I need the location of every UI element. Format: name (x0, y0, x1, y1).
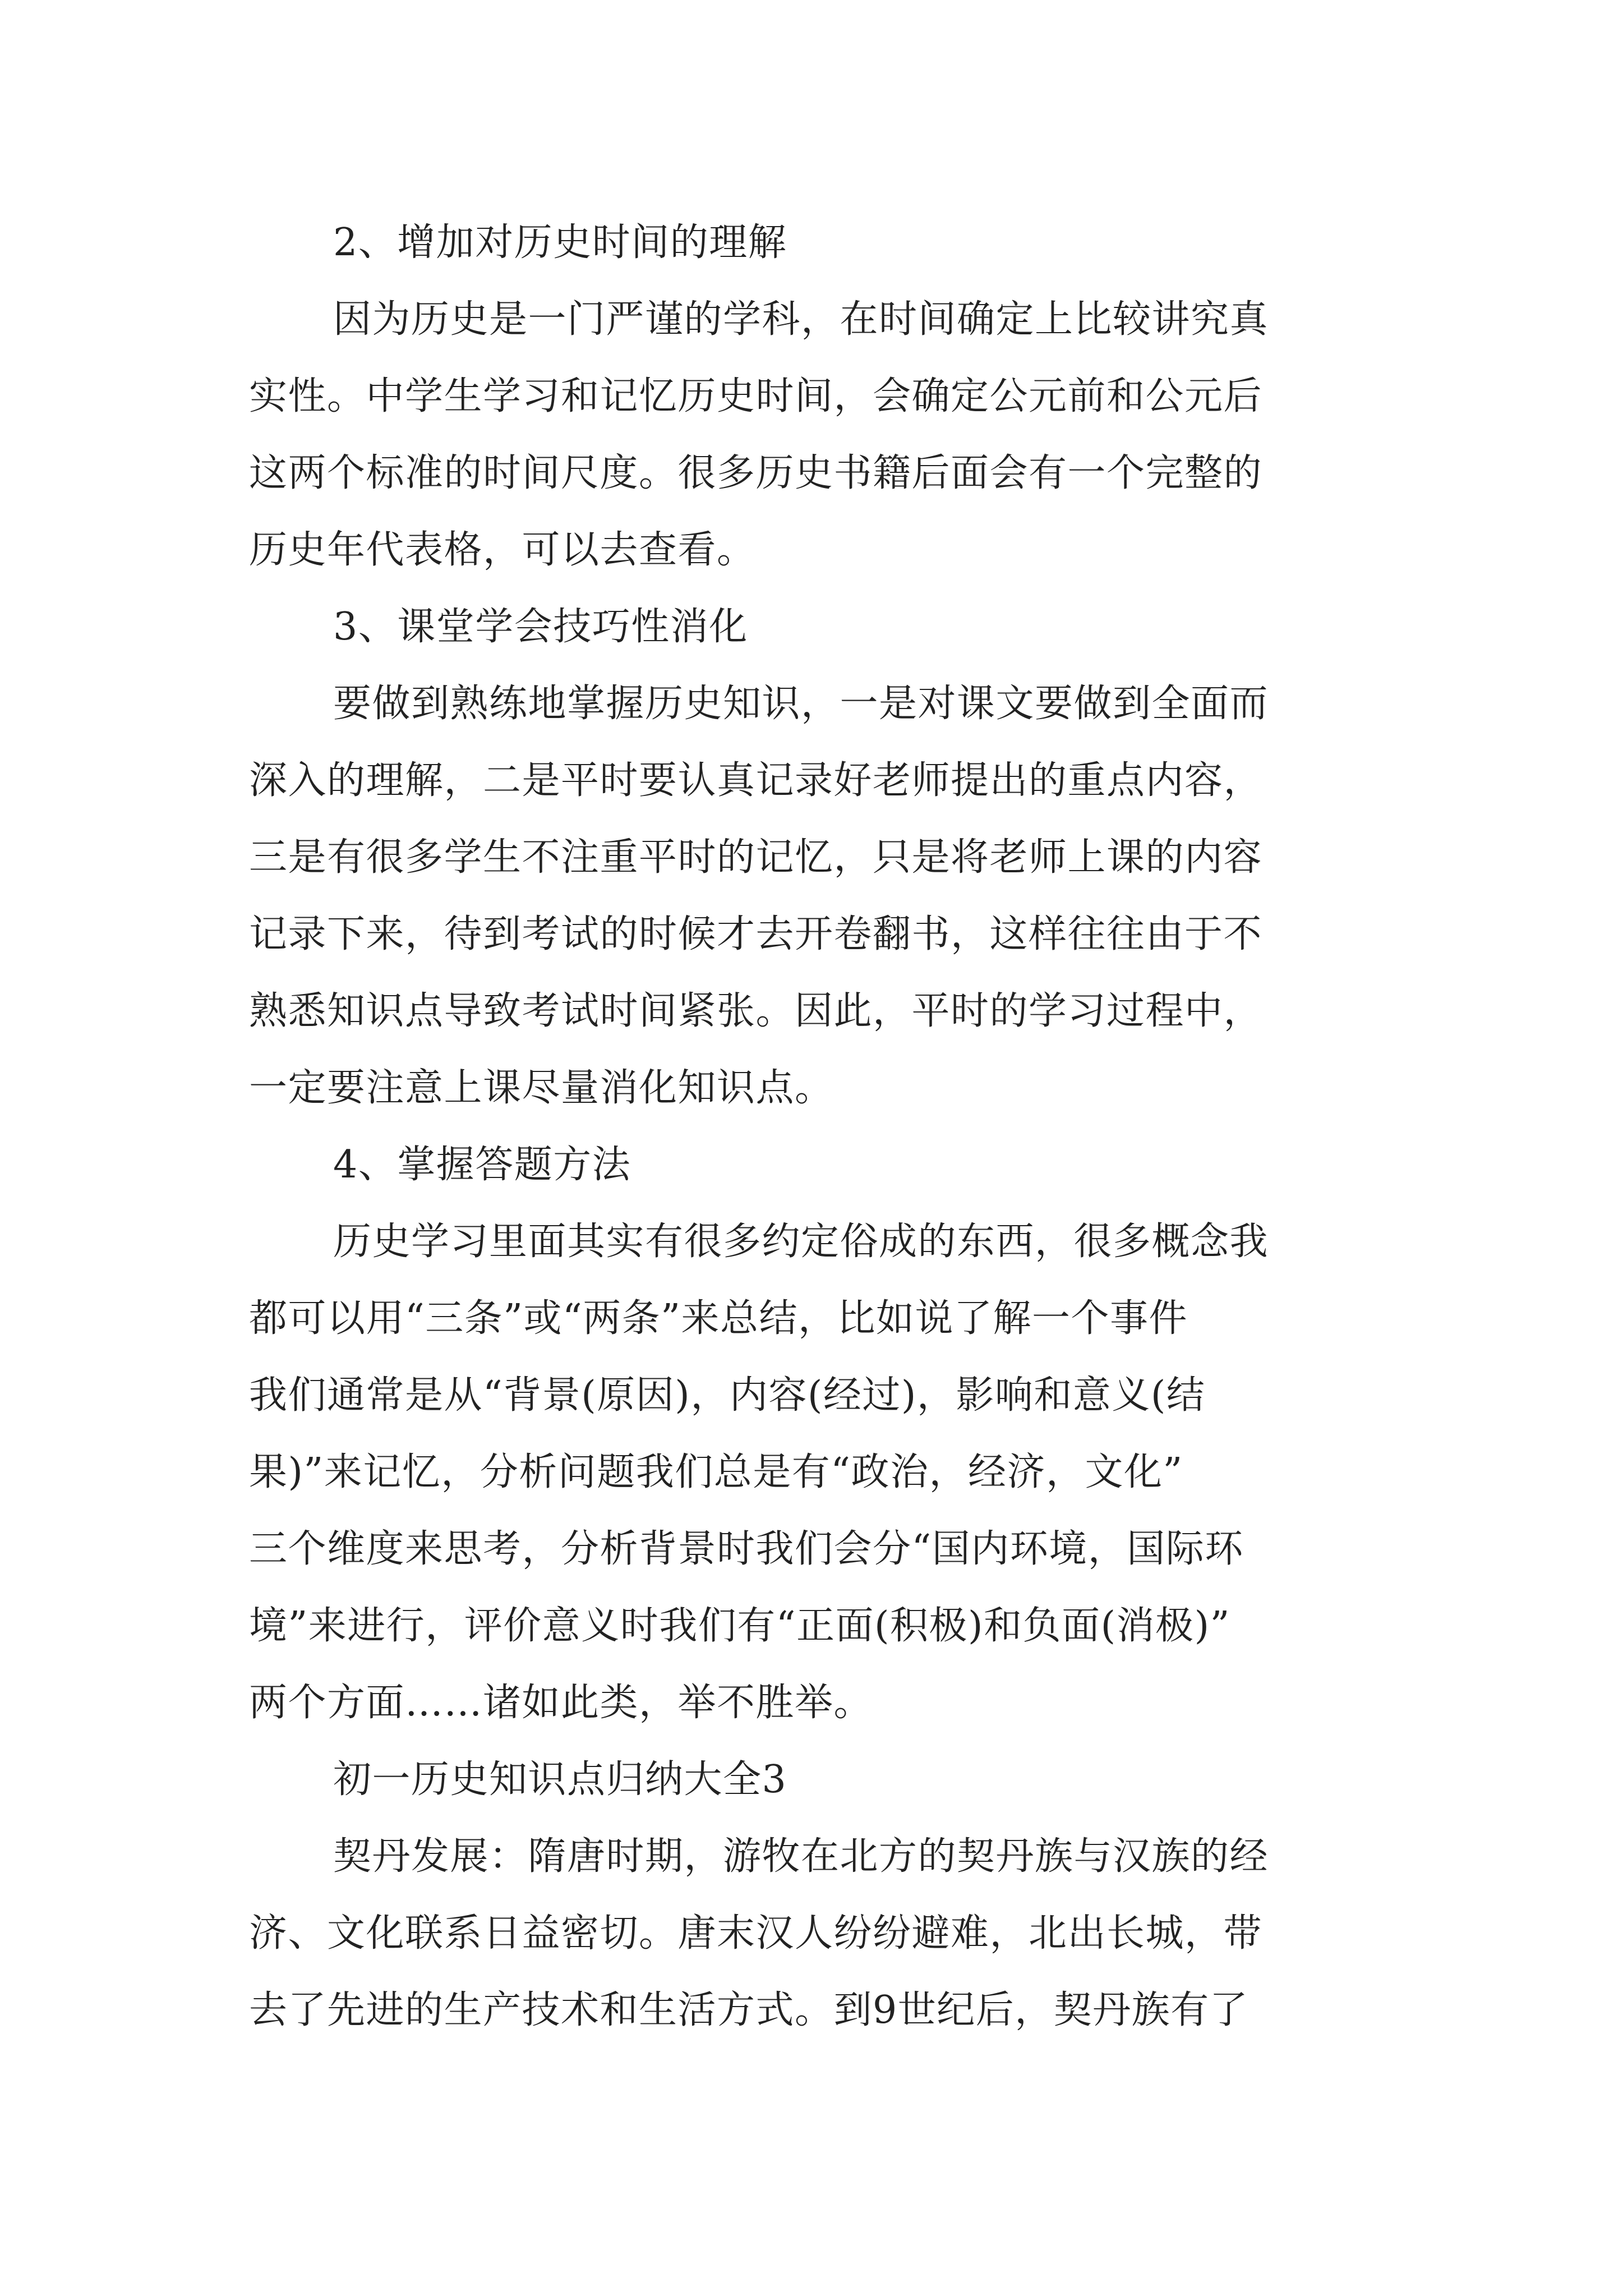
paragraph-line: 三是有很多学生不注重平时的记忆，只是将老师上课的内容 (249, 835, 1263, 880)
heading-4: 4、掌握答题方法 (333, 1143, 631, 1187)
paragraph-line: 记录下来，待到考试的时候才去开卷翻书，这样往往由于不 (249, 912, 1263, 956)
paragraph-line: 两个方面……诸如此类，举不胜举。 (249, 1681, 873, 1725)
heading-3: 3、课堂学会技巧性消化 (333, 605, 748, 649)
paragraph-line: 三个维度来思考，分析背景时我们会分“国内环境，国际环 (249, 1527, 1244, 1571)
paragraph-line: 境”来进行，评价意义时我们有“正面(积极)和负面(消极)” (249, 1604, 1230, 1648)
paragraph-line: 熟悉知识点导致考试时间紧张。因此，平时的学习过程中， (249, 989, 1263, 1033)
paragraph-line: 我们通常是从“背景(原因)，内容(经过)，影响和意义(结 (249, 1373, 1206, 1418)
paragraph-line: 要做到熟练地掌握历史知识，一是对课文要做到全面而 (333, 682, 1269, 726)
document-body (249, 204, 1404, 2049)
paragraph-line: 果)”来记忆，分析问题我们总是有“政治，经济，文化” (249, 1450, 1183, 1494)
paragraph-line: 深入的理解，二是平时要认真记录好老师提出的重点内容， (249, 758, 1263, 803)
paragraph-line: 这两个标准的时间尺度。很多历史书籍后面会有一个完整的 (249, 451, 1263, 495)
paragraph-line: 因为历史是一门严谨的学科，在时间确定上比较讲究真 (333, 297, 1269, 342)
paragraph-line: 实性。中学生学习和记忆历史时间，会确定公元前和公元后 (249, 374, 1263, 418)
paragraph-line: 契丹发展：隋唐时期，游牧在北方的契丹族与汉族的经 (333, 1834, 1269, 1879)
paragraph-line: 去了先进的生产技术和生活方式。到9世纪后，契丹族有了 (249, 1988, 1249, 2032)
heading-2: 2、增加对历史时间的理解 (333, 220, 787, 265)
paragraph-line: 济、文化联系日益密切。唐末汉人纷纷避难，北出长城，带 (249, 1911, 1263, 1955)
paragraph-line: 历史年代表格，可以去查看。 (249, 528, 756, 572)
paragraph-line: 都可以用“三条”或“两条”来总结，比如说了解一个事件 (249, 1296, 1188, 1341)
paragraph-line: 历史学习里面其实有很多约定俗成的东西，很多概念我 (333, 1220, 1269, 1264)
section-title: 初一历史知识点归纳大全3 (333, 1757, 787, 1802)
paragraph-line: 一定要注意上课尽量消化知识点。 (249, 1066, 834, 1110)
